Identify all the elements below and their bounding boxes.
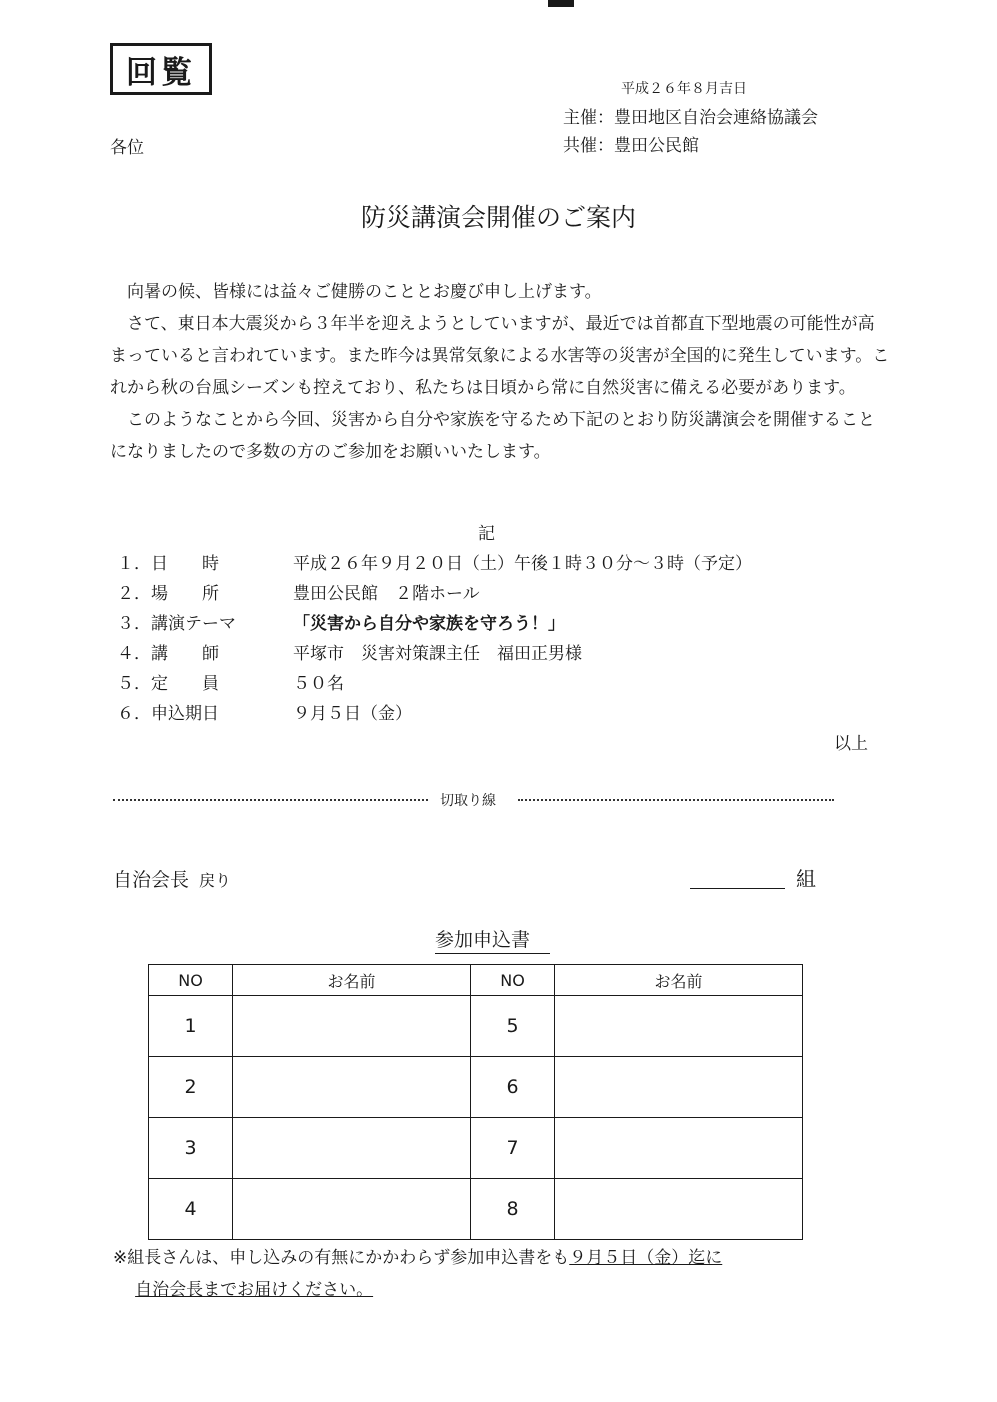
name-cell[interactable]	[233, 1179, 471, 1240]
ki-heading: 記	[478, 524, 495, 544]
table-row	[149, 996, 803, 1057]
name-cell[interactable]	[233, 1057, 471, 1118]
addressee: 各位	[110, 138, 144, 158]
row-number: 5	[471, 996, 555, 1057]
detail-item-date	[117, 549, 752, 574]
row-number: 1	[149, 996, 233, 1057]
name-cell[interactable]	[233, 1118, 471, 1179]
note-text: ※組長さんは、申し込みの有無にかかわらず参加申込書をも	[113, 1248, 570, 1268]
form-title: 参加申込書	[435, 925, 550, 954]
header-no: NO	[471, 965, 555, 996]
return-to-chief	[113, 865, 231, 892]
host-label: 主催：	[563, 108, 614, 128]
detail-label: ５．定 員	[117, 674, 219, 694]
background-paragraph: さて、東日本大震災から３年半を迎えようとしていますが、最近では首都直下型地震の可能性が高まっていると言われています。また昨今は異常気象による水害等の災害が全国的に発生しています。これから秋の台風シーズンも控えており、私たちは日頃から常に自然災害に備える必要があります。	[110, 314, 890, 398]
detail-value: ５０名	[293, 674, 344, 694]
detail-item-deadline	[117, 699, 412, 724]
submission-note	[113, 1242, 722, 1306]
host-row	[563, 103, 818, 128]
invitation-paragraph: このようなことから今回、災害から自分や家族を守るため下記のとおり防災講演会を開催することになりましたので多数の方のご参加をお願いいたします。	[110, 410, 875, 462]
name-cell[interactable]	[555, 1118, 803, 1179]
application-table	[148, 964, 803, 1240]
greeting-paragraph: 向暑の候、皆様には益々ご健勝のこととお慶び申し上げます。	[127, 282, 602, 302]
detail-value: 「災害から自分や家族を守ろう！」	[293, 614, 565, 634]
detail-label: １．日 時	[117, 554, 219, 574]
name-cell[interactable]	[555, 1057, 803, 1118]
row-number: 2	[149, 1057, 233, 1118]
detail-item-place	[117, 579, 480, 604]
letter-body	[110, 276, 890, 468]
detail-value: 豊田公民館 ２階ホール	[293, 584, 480, 604]
header-name: お名前	[233, 965, 471, 996]
detail-item-speaker	[117, 639, 582, 664]
cut-line-left	[113, 799, 428, 801]
detail-value: ９月５日（金）	[293, 704, 412, 724]
detail-label: ２．場 所	[117, 584, 219, 604]
name-cell[interactable]	[555, 1179, 803, 1240]
detail-value: 平成２６年９月２０日（土）午後１時３０分～３時（予定）	[293, 554, 752, 574]
table-row	[149, 1057, 803, 1118]
closing-ijo: 以上	[834, 734, 868, 754]
page-title: 防災講演会開催のご案内	[360, 203, 636, 232]
issue-date: 平成２６年８月吉日	[621, 81, 747, 97]
note-line-2	[113, 1274, 722, 1306]
return-label: 戻り	[199, 871, 232, 890]
header-name: お名前	[555, 965, 803, 996]
cohost-row	[563, 131, 699, 156]
row-number: 4	[149, 1179, 233, 1240]
chief-label: 自治会長	[113, 869, 190, 891]
scan-mark	[548, 0, 574, 7]
detail-label: ４．講 師	[117, 644, 219, 664]
detail-label: ６．申込期日	[117, 704, 219, 724]
name-cell[interactable]	[233, 996, 471, 1057]
table-row	[149, 1179, 803, 1240]
kumi-label: 組	[796, 867, 816, 891]
note-text-underlined: 自治会長までお届けください。	[135, 1280, 374, 1300]
row-number: 3	[149, 1118, 233, 1179]
name-cell[interactable]	[555, 996, 803, 1057]
cohost-name: 豊田公民館	[614, 136, 699, 156]
note-line-1	[113, 1242, 722, 1274]
circulation-stamp: 回覧	[110, 43, 212, 95]
note-deadline: ９月５日（金）迄に	[569, 1248, 723, 1268]
kumi-blank[interactable]	[690, 888, 785, 889]
detail-value: 平塚市 災害対策課主任 福田正男様	[293, 644, 582, 664]
row-number: 8	[471, 1179, 555, 1240]
cut-line-right	[518, 799, 834, 801]
cohost-label: 共催：	[563, 136, 614, 156]
detail-item-theme	[117, 609, 565, 634]
row-number: 6	[471, 1057, 555, 1118]
detail-label: ３．講演テーマ	[117, 614, 236, 634]
row-number: 7	[471, 1118, 555, 1179]
host-name: 豊田地区自治会連絡協議会	[614, 108, 818, 128]
table-header-row	[149, 965, 803, 996]
header-no: NO	[149, 965, 233, 996]
detail-item-capacity	[117, 669, 344, 694]
cut-line-label: 切取り線	[440, 793, 496, 809]
table-row	[149, 1118, 803, 1179]
